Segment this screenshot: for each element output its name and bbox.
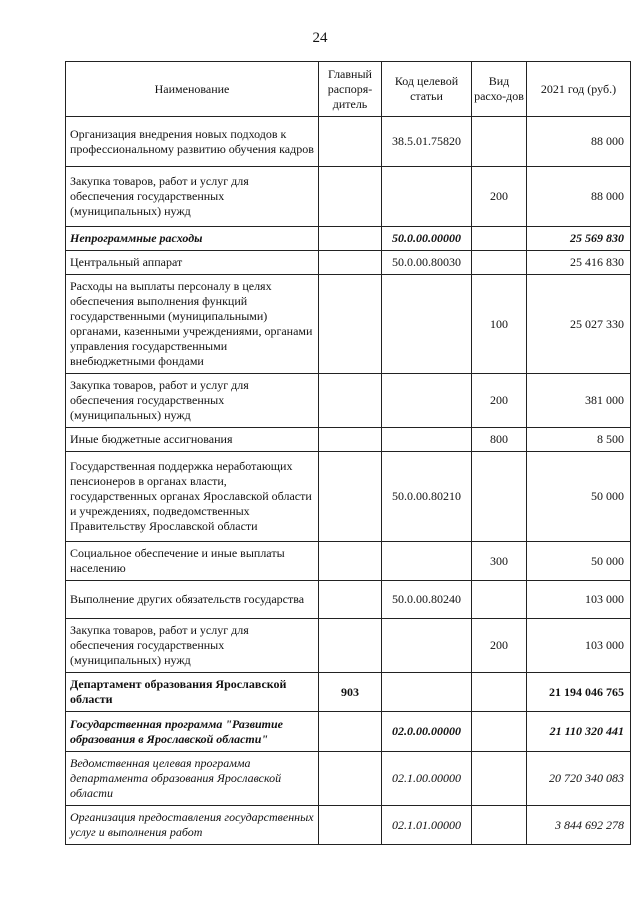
row-amount-cell: 25 569 830 [527, 227, 631, 251]
table-row [66, 673, 631, 712]
row-amount-cell: 103 000 [527, 581, 631, 619]
row-name-cell: Государственная программа "Развитие образования в Ярославской области" [66, 712, 319, 752]
row-kind-cell: 800 [472, 428, 527, 452]
row-name-cell: Государственная поддержка неработающих пенсионеров в органах власти, государственных органах Ярославской области и учреждениях, подведомственных Правительству Ярославской области [66, 452, 319, 542]
row-code-cell: 50.0.00.80240 [382, 581, 472, 619]
table-row [66, 542, 631, 581]
row-name-cell: Закупка товаров, работ и услуг для обеспечения государственных (муниципальных) нужд [66, 374, 319, 428]
row-amount-cell: 25 416 830 [527, 251, 631, 275]
row-name-cell: Непрограммные расходы [66, 227, 319, 251]
table-row [66, 167, 631, 227]
row-kind-cell [472, 752, 527, 806]
row-amount-cell: 20 720 340 083 [527, 752, 631, 806]
row-kind-cell: 200 [472, 619, 527, 673]
row-kind-cell [472, 581, 527, 619]
row-name-cell: Расходы на выплаты персоналу в целях обеспечения выполнения функций государственными (муниципальными) органами, казенными учреждениями, органами управления государственными внебюджетными фондами [66, 275, 319, 374]
row-admin-cell [319, 117, 382, 167]
header-amount: 2021 год (руб.) [527, 62, 631, 117]
row-kind-cell [472, 251, 527, 275]
table-row [66, 428, 631, 452]
row-admin-cell [319, 374, 382, 428]
page-number: 24 [312, 30, 328, 46]
row-kind-cell: 200 [472, 374, 527, 428]
row-code-cell [382, 275, 472, 374]
table-row [66, 806, 631, 845]
row-kind-cell [472, 227, 527, 251]
row-name-cell: Организация внедрения новых подходов к профессиональному развитию обучения кадров [66, 117, 319, 167]
row-code-cell [382, 374, 472, 428]
row-admin-cell [319, 428, 382, 452]
row-name-cell: Социальное обеспечение и иные выплаты населению [66, 542, 319, 581]
row-name-cell: Ведомственная целевая программа департамента образования Ярославской области [66, 752, 319, 806]
row-code-cell: 02.1.01.00000 [382, 806, 472, 845]
budget-table [65, 61, 631, 845]
row-amount-cell: 103 000 [527, 619, 631, 673]
row-amount-cell: 50 000 [527, 542, 631, 581]
row-name-cell: Центральный аппарат [66, 251, 319, 275]
row-admin-cell [319, 542, 382, 581]
row-name-cell: Департамент образования Ярославской области [66, 673, 319, 712]
row-name-cell: Выполнение других обязательств государства [66, 581, 319, 619]
header-name: Наименование [66, 62, 319, 117]
row-amount-cell: 381 000 [527, 374, 631, 428]
row-admin-cell [319, 227, 382, 251]
row-code-cell [382, 619, 472, 673]
row-admin-cell [319, 275, 382, 374]
row-code-cell: 50.0.00.80030 [382, 251, 472, 275]
table-row [66, 752, 631, 806]
row-admin-cell [319, 167, 382, 227]
row-amount-cell: 8 500 [527, 428, 631, 452]
row-admin-cell [319, 806, 382, 845]
row-code-cell: 50.0.00.00000 [382, 227, 472, 251]
row-kind-cell: 200 [472, 167, 527, 227]
table-row [66, 374, 631, 428]
row-kind-cell [472, 117, 527, 167]
row-amount-cell: 21 194 046 765 [527, 673, 631, 712]
row-kind-cell [472, 452, 527, 542]
row-kind-cell: 300 [472, 542, 527, 581]
row-amount-cell: 25 027 330 [527, 275, 631, 374]
header-kind: Вид расхо-дов [472, 62, 527, 117]
row-name-cell: Закупка товаров, работ и услуг для обеспечения государственных (муниципальных) нужд [66, 167, 319, 227]
header-row [66, 62, 631, 117]
row-admin-cell [319, 251, 382, 275]
row-kind-cell [472, 806, 527, 845]
table-body [66, 117, 631, 845]
row-amount-cell: 3 844 692 278 [527, 806, 631, 845]
row-code-cell: 38.5.01.75820 [382, 117, 472, 167]
row-amount-cell: 21 110 320 441 [527, 712, 631, 752]
row-kind-cell [472, 712, 527, 752]
row-amount-cell: 88 000 [527, 117, 631, 167]
row-amount-cell: 88 000 [527, 167, 631, 227]
table-row [66, 117, 631, 167]
table-row [66, 712, 631, 752]
table-row [66, 452, 631, 542]
table-row [66, 581, 631, 619]
row-code-cell [382, 542, 472, 581]
row-code-cell [382, 428, 472, 452]
row-admin-cell [319, 712, 382, 752]
header-admin: Главный распоря-дитель [319, 62, 382, 117]
row-name-cell: Организация предоставления государственных услуг и выполнения работ [66, 806, 319, 845]
row-name-cell: Закупка товаров, работ и услуг для обеспечения государственных (муниципальных) нужд [66, 619, 319, 673]
row-admin-cell [319, 619, 382, 673]
table-row [66, 227, 631, 251]
header-code: Код целевой статьи [382, 62, 472, 117]
row-code-cell [382, 167, 472, 227]
row-admin-cell [319, 581, 382, 619]
row-admin-cell [319, 752, 382, 806]
row-code-cell [382, 673, 472, 712]
row-amount-cell: 50 000 [527, 452, 631, 542]
table-row [66, 619, 631, 673]
row-kind-cell: 100 [472, 275, 527, 374]
row-code-cell: 02.1.00.00000 [382, 752, 472, 806]
table-row [66, 275, 631, 374]
row-code-cell: 50.0.00.80210 [382, 452, 472, 542]
row-admin-cell: 903 [319, 673, 382, 712]
row-admin-cell [319, 452, 382, 542]
row-kind-cell [472, 673, 527, 712]
row-name-cell: Иные бюджетные ассигнования [66, 428, 319, 452]
table-row [66, 251, 631, 275]
row-code-cell: 02.0.00.00000 [382, 712, 472, 752]
